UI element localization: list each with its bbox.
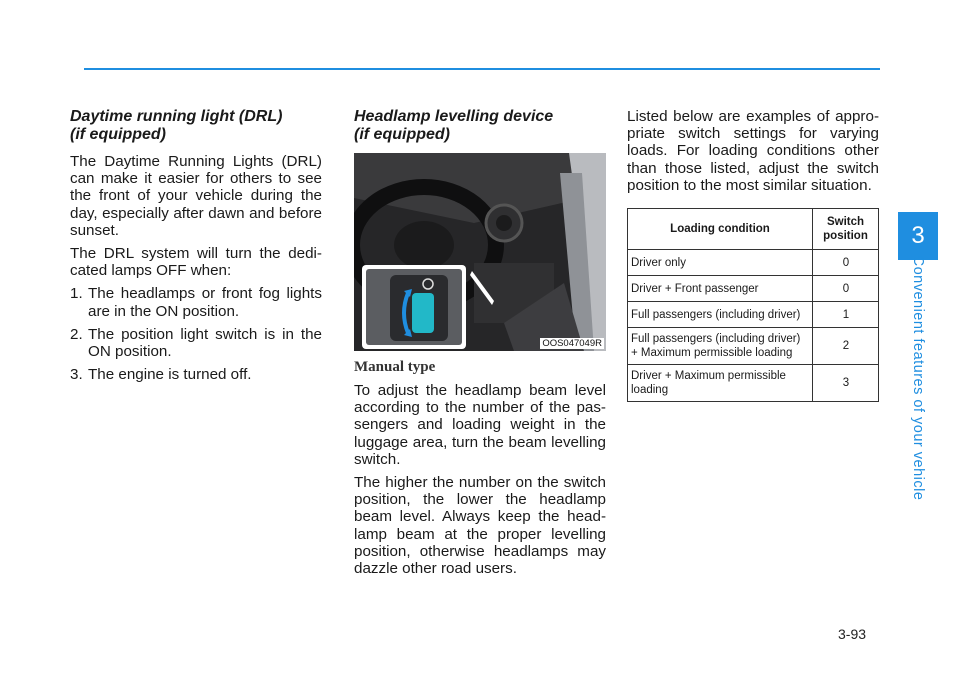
list-item: 2. The position light switch is in the ON position. — [70, 325, 322, 361]
levelling-paragraph-1: To adjust the headlamp beam level according to the number of the pas-sengers and loading weight in the luggage area, turn the beam levelling switch. — [354, 382, 606, 468]
position-cell: 2 — [813, 328, 879, 365]
table-header-row — [628, 209, 879, 250]
chapter-title: Convenient features of your vehicle — [910, 255, 926, 501]
table-row — [628, 365, 879, 402]
table-row — [628, 276, 879, 302]
levelling-column — [354, 108, 606, 583]
position-cell: 3 — [813, 365, 879, 402]
list-item: 3. The engine is turned off. — [70, 366, 252, 384]
manual-type-subheading: Manual type — [354, 359, 436, 375]
drl-column — [70, 108, 322, 389]
position-cell: 0 — [813, 250, 879, 276]
header-loading-condition: Loading condition — [628, 209, 813, 250]
condition-cell: Full passengers (including driver) — [628, 302, 813, 328]
table-row — [628, 250, 879, 276]
header-switch-position: Switch position — [813, 209, 879, 250]
chapter-tab: 3 — [898, 212, 938, 260]
position-cell: 1 — [813, 302, 879, 328]
condition-cell: Driver + Maximum permissible loading — [628, 365, 813, 402]
dashboard-photo — [354, 153, 606, 351]
levelling-paragraph-2: The higher the number on the switch position, the lower the headlamp beam level. Always keep the head-lamp beam at the proper levelling position, otherwise headlamps may dazzle other road users. — [354, 474, 606, 578]
condition-cell: Driver only — [628, 250, 813, 276]
drl-paragraph-1: The Daytime Running Lights (DRL) can make it easier for others to see the front of your vehicle during the day, especially after dawn and before sunset. — [70, 153, 322, 239]
drl-conditions-list — [70, 285, 322, 383]
table-row — [628, 328, 879, 365]
page-number: 3-93 — [838, 626, 867, 642]
header-rule — [84, 68, 880, 70]
figure-code: OOS047049R — [542, 338, 602, 349]
levelling-heading: Headlamp levelling device (if equipped) — [354, 108, 554, 143]
position-cell: 0 — [813, 276, 879, 302]
condition-cell: Full passengers (including driver) + Maximum permissible loading — [628, 328, 813, 365]
table-row — [628, 302, 879, 328]
dashboard-illustration — [354, 153, 606, 351]
loading-column — [627, 108, 879, 402]
loading-intro: Listed below are examples of appro-priate switch settings for varying loads. For loading conditions other than those listed, adjust the switch position to the most similar situation. — [627, 108, 879, 194]
list-item: 1. The headlamps or front fog lights are in the ON position. — [70, 285, 322, 320]
drl-paragraph-2: The DRL system will turn the dedi-cated lamps OFF when: — [70, 245, 322, 280]
drl-heading: Daytime running light (DRL) (if equipped) — [70, 108, 283, 143]
condition-cell: Driver + Front passenger — [628, 276, 813, 302]
loading-table — [627, 208, 879, 402]
